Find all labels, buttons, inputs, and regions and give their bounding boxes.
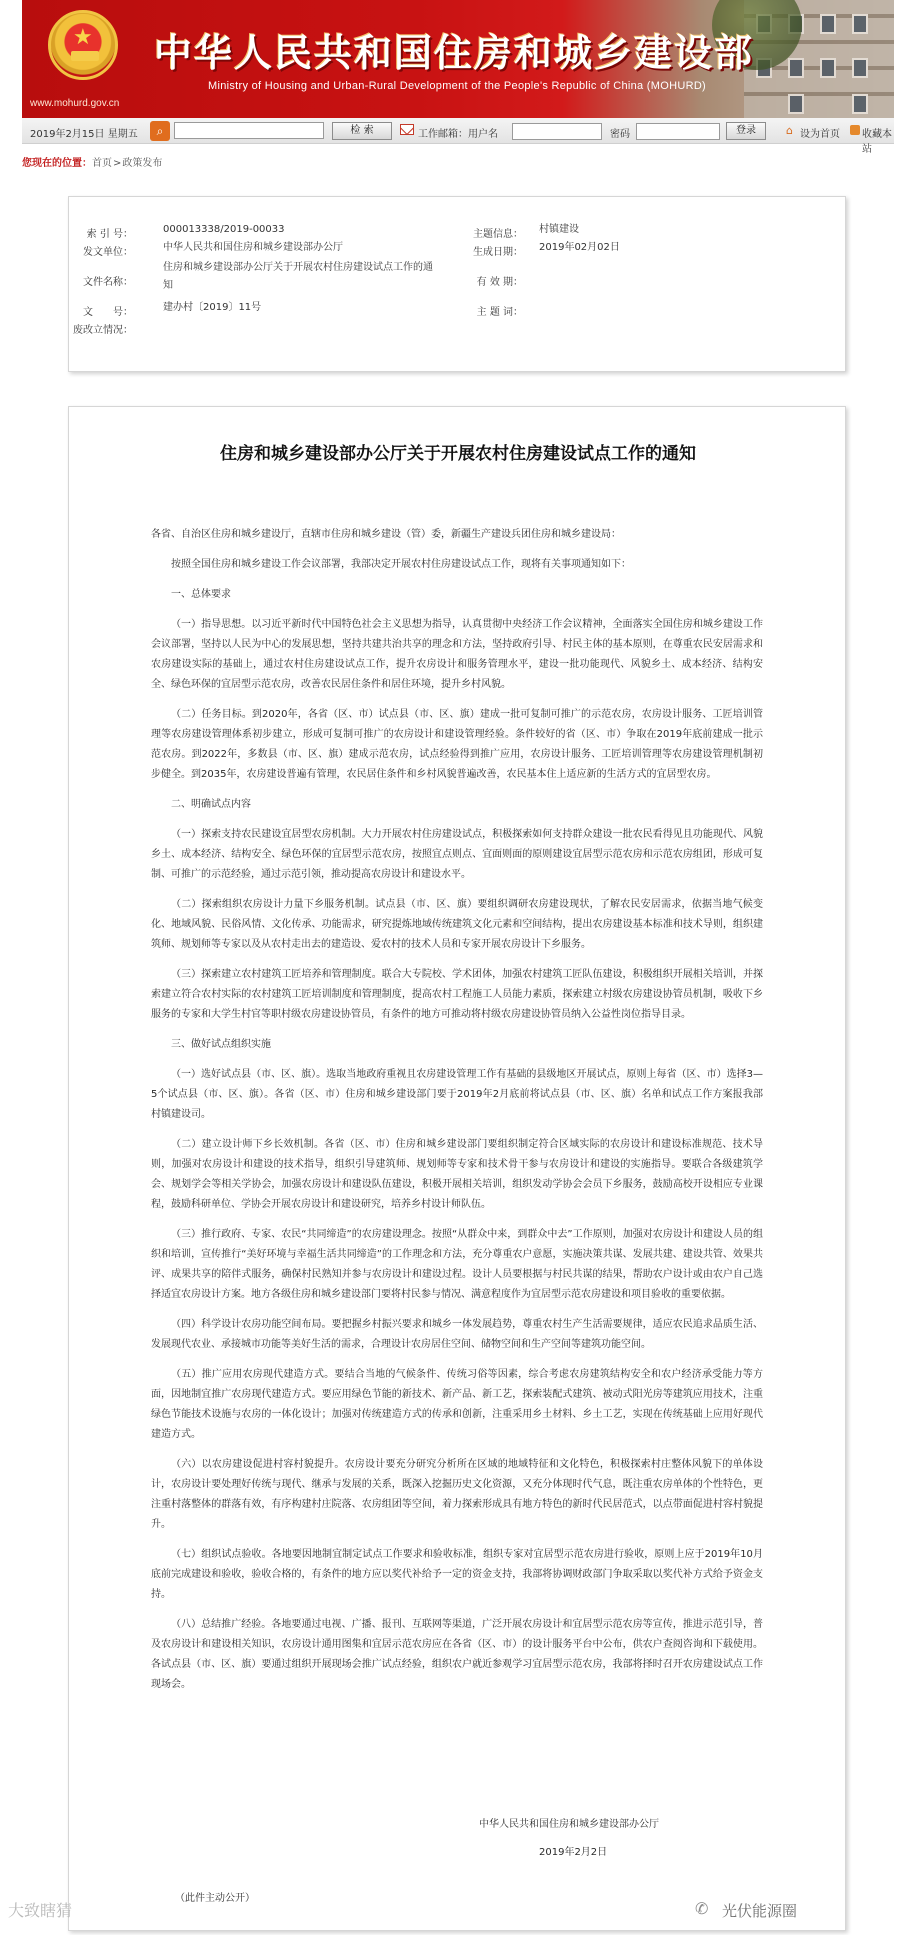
watermark-right: 光伏能源圈	[722, 1902, 798, 1920]
section-heading: 三、做好试点组织实施	[171, 1039, 271, 1050]
document-content	[151, 525, 763, 1705]
search-icon[interactable]: ⌕	[150, 121, 170, 141]
index-no-label: 索 引 号：	[86, 229, 133, 240]
section-heading: 二、明确试点内容	[171, 799, 251, 810]
signature-organization: 中华人民共和国住房和城乡建设部办公厅	[479, 1819, 659, 1830]
document-paragraph: 各省、自治区住房和城乡建设厅，直辖市住房和城乡建设（管）委，新疆生产建设兵团住房和城乡建设局：	[151, 529, 621, 540]
document-body-panel	[68, 406, 846, 1931]
current-date: 2019年2月15日 星期五	[30, 129, 138, 140]
issuer-label: 发文单位：	[83, 247, 133, 258]
breadcrumb-separator: >	[113, 158, 122, 169]
filename-label: 文件名称：	[83, 277, 133, 288]
add-favorite-link[interactable]: 收藏本站	[862, 129, 892, 155]
mail-username-label: 工作邮箱：用户名	[418, 129, 498, 140]
set-home-link[interactable]: 设为首页	[800, 129, 840, 140]
document-paragraph: （四）科学设计农房功能空间布局。要把握乡村振兴要求和城乡一体发展趋势，尊重农村生产生活需要规律，适应农民追求品质生活、发展现代农业、承接城市功能等美好生活的需求，合理设计农房居住空间、储物空间和生产空间等建筑功能空间。	[151, 1319, 763, 1350]
document-paragraph: （三）探索建立农村建筑工匠培养和管理制度。联合大专院校、学术团体，加强农村建筑工匠队伍建设，积极组织开展相关培训，并探索建立符合农村实际的农村建筑工匠培训制度和管理制度，提高农村工程施工人员能力素质，探索建立村级农房建设协管员机制，吸收下乡服务的专家和大学生村官等职村级农房建设协管员，有条件的地方可推动将村级农房建设协管员纳入公益性岗位指导目录。	[151, 969, 763, 1020]
document-paragraph: （二）建立设计师下乡长效机制。各省（区、市）住房和城乡建设部门要组织制定符合区域实际的农房设计和建设标准规范、技术导则，加强对农房设计和建设的技术指导，组织引导建筑师、规划师等专家和技术骨干参与农房设计和建设的实施指导。要联合各级建筑学会、规划学会等相关学协会，加强农房设计和建设队伍建设，积极开展相关培训，组织发动学协会会员下乡服务，鼓励高校开设相应专业课程，鼓励科研单位、学协会开展农房设计和建设研究，培养乡村设计师队伍。	[151, 1139, 763, 1210]
doc-number-label: 文 号：	[83, 307, 133, 318]
breadcrumb-home-link[interactable]: 首页	[92, 158, 112, 169]
document-paragraph: （八）总结推广经验。各地要通过电视、广播、报刊、互联网等渠道，广泛开展农房设计和宜居型示范农房等宣传，推进示范引导，普及农房设计和建设相关知识，农房设计通用图集和宜居示范农房应在各省（区、市）的设计服务平台中公布，供农户查阅咨询和下载使用。各试点县（市、区、旗）要通过组织开展现场会推广试点经验，组织农户就近参观学习宜居型示范农房，我部将择时召开农房建设试点工作现场会。	[151, 1619, 763, 1690]
filename-value: 住房和城乡建设部办公厅关于开展农村住房建设试点工作的通知	[163, 262, 433, 291]
document-metadata-panel	[68, 196, 846, 372]
password-label: 密码	[610, 129, 630, 140]
doc-number-value: 建办村〔2019〕11号	[163, 302, 262, 313]
document-paragraph: （二）探索组织农房设计力量下乡服务机制。试点县（市、区、旗）要组织调研农房建设现状，了解农民安居需求，依据当地气候变化、地域风貌、民俗风情、文化传承、功能需求，研究提炼地域传统建筑文化元素和空间结构，提出农房建设基本标准和技术导则，组织建筑师、规划师等专家以及从农村走出去的建造设、爱农村的技术人员和专家开展农房设计下乡服务。	[151, 899, 763, 950]
site-url: www.mohurd.gov.cn	[30, 98, 120, 109]
date-value: 2019年02月02日	[539, 242, 620, 253]
document-paragraph: （二）任务目标。到2020年，各省（区、市）试点县（市、区、旗）建成一批可复制可推广的示范农房，农房设计服务、工匠培训管理等农房建设管理体系初步建立，形成可复制可推广的农房设计和建设管理经验。条件较好的省（区、市）争取在2019年底前建成一批示范农房。到2022年，多数县（市、区、旗）建成示范农房，试点经验得到推广应用，农房设计服务、工匠培训管理等农房建设管理机制初步健全。到2035年，农房建设普遍有管理，农民居住条件和乡村风貌普遍改善，农民基本住上适应新的生活方式的宜居型农房。	[151, 709, 763, 780]
document-paragraph: （五）推广应用农房现代建造方式。要结合当地的气候条件、传统习俗等因素，综合考虑农房建筑结构安全和农户经济承受能力等方面，因地制宜推广农房现代建造方式。要应用绿色节能的新技术、新产品、新工艺，探索装配式建筑、被动式阳光房等建筑应用技术，注重绿色节能技术设施与农房的一体化设计；加强对传统建造方式的传承和创新，注重采用乡土材料、乡土工艺，实现在传统基础上应用好现代建造方式。	[151, 1369, 763, 1440]
breadcrumb-policy-link[interactable]: 政策发布	[122, 158, 163, 169]
search-input[interactable]	[174, 122, 324, 139]
search-button[interactable]: 检 索	[332, 122, 392, 140]
keywords-label: 主 题 词：	[476, 307, 523, 318]
ministry-name-en: Ministry of Housing and Urban-Rural Development of the People's Republic of China (MOHURD)	[208, 80, 707, 92]
login-button[interactable]: 登录	[726, 122, 766, 140]
document-paragraph: （一）探索支持农民建设宜居型农房机制。大力开展农村住房建设试点，积极探索如何支持群众建设一批农民看得见且功能现代、风貌乡土、成本经济、结构安全、绿色环保的宜居型示范农房，按照宜点则点、宜面则面的原则建设宜居型示范农房和示范农房组团，形成可复制、可推广的示范经验，通过示范引领，推动提高农房设计和建设水平。	[151, 829, 763, 880]
site-banner	[22, 0, 894, 118]
issuer-value: 中华人民共和国住房和城乡建设部办公厅	[163, 242, 343, 253]
document-paragraph: 按照全国住房和城乡建设工作会议部署，我部决定开展农村住房建设试点工作，现将有关事项通知如下：	[171, 559, 631, 570]
document-paragraph: （六）以农房建设促进村容村貌提升。农房设计要充分研究分析所在区域的地域特征和文化特色，积极探索村庄整体风貌下的单体设计，农房设计要处理好传统与现代、继承与发展的关系，既深入挖掘历史文化资源，又充分体现时代气息，既注重农房单体的个性特色，更注重村落整体的群落有效，有序构建村庄院落、农房组团等空间，着力探索形成具有地方特色的新时代民居范式，以点带面促进村容村貌提升。	[151, 1459, 763, 1530]
document-paragraph: （七）组织试点验收。各地要因地制宜制定试点工作要求和验收标准，组织专家对宜居型示范农房进行验收，原则上应于2019年10月底前完成建设和验收，验收合格的，有条件的地方应以奖代补给予一定的资金支持，我部将协调财政部门争取采取以奖代补方式给予资金支持。	[151, 1549, 763, 1600]
ministry-name-cn: 中华人民共和国住房和城乡建设部	[154, 33, 755, 75]
section-heading: 一、总体要求	[171, 589, 231, 600]
favorite-icon[interactable]	[850, 125, 860, 135]
wechat-icon: ✆	[695, 1899, 709, 1918]
mail-icon	[400, 124, 414, 135]
repeal-status-label: 废改立情况：	[73, 325, 133, 336]
topic-value: 村镇建设	[539, 224, 579, 235]
password-input[interactable]	[636, 123, 720, 140]
username-input[interactable]	[512, 123, 602, 140]
document-title: 住房和城乡建设部办公厅关于开展农村住房建设试点工作的通知	[220, 444, 696, 464]
validity-label: 有 效 期：	[476, 277, 523, 288]
signature-date: 2019年2月2日	[539, 1847, 608, 1858]
national-emblem-icon: ★	[48, 10, 118, 80]
breadcrumb	[22, 154, 162, 169]
document-paragraph: （三）推行政府、专家、农民“共同缔造”的农房建设理念。按照“从群众中来，到群众中去”工作原则，加强对农房设计和建设人员的组织和培训，宣传推行“美好环境与幸福生活共同缔造”的工作理念和方法，充分尊重农户意愿，实施决策共谋、发展共建、建设共管、效果共评、成果共享的陪伴式服务，确保村民熟知并参与农房设计和建设过程。设计人员要根据与村民共谋的结果，帮助农户设计或由农户自己选择适宜农房设计方案。地方各级住房和城乡建设部门要将村民参与情况、满意程度作为宜居型示范农房建设和项目验收的重要依据。	[151, 1229, 763, 1300]
top-toolbar	[22, 118, 894, 155]
topic-label: 主题信息：	[473, 229, 523, 240]
breadcrumb-label: 您现在的位置：	[22, 158, 92, 169]
watermark-left: 大致瞎猜	[8, 1901, 73, 1920]
home-icon[interactable]: ⌂	[786, 124, 793, 137]
publication-note: （此件主动公开）	[175, 1893, 255, 1904]
index-no-value: 000013338/2019-00033	[163, 224, 285, 235]
document-paragraph: （一）选好试点县（市、区、旗）。选取当地政府重视且农房建设管理工作有基础的县级地区开展试点，原则上每省（区、市）选择3—5个试点县（市、区、旗）。各省（区、市）住房和城乡建设部门要于2019年2月底前将试点县（市、区、旗）名单和试点工作方案报我部村镇建设司。	[151, 1069, 763, 1120]
document-paragraph: （一）指导思想。以习近平新时代中国特色社会主义思想为指导，认真贯彻中央经济工作会议精神，全面落实全国住房和城乡建设工作会议部署，坚持以人民为中心的发展思想，坚持共建共治共享的理念和方法，坚持政府引导、村民主体的基本原则，在尊重农民安居需求和农房建设实际的基础上，通过农村住房建设试点工作，提升农房设计和服务管理水平，建设一批功能现代、风貌乡土、成本经济、结构安全、绿色环保的宜居型示范农房，改善农民居住条件和居住环境，提升乡村风貌。	[151, 619, 763, 690]
date-label: 生成日期：	[473, 247, 523, 258]
